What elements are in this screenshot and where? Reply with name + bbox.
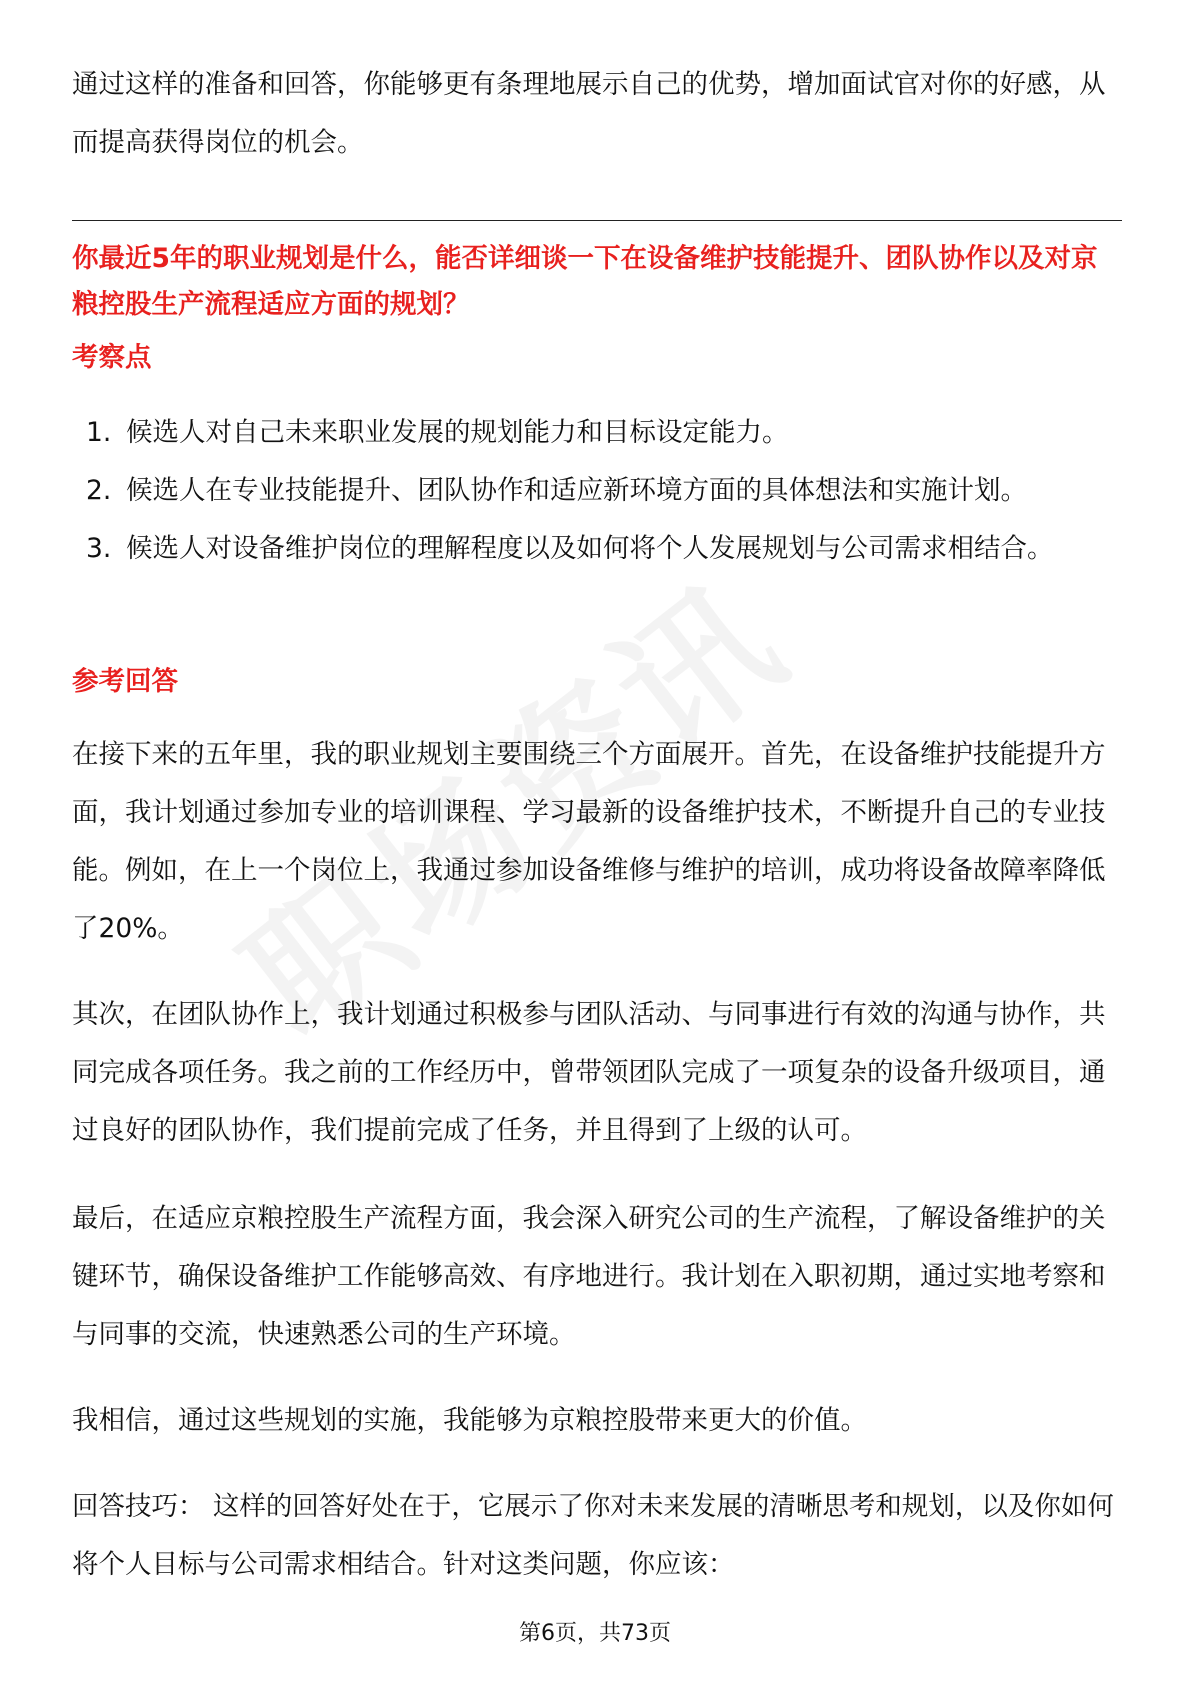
list-item-text: 候选人在专业技能提升、团队协作和适应新环境方面的具体想法和实施计划。 xyxy=(126,475,1027,506)
answer-paragraph: 在接下来的五年里，我的职业规划主要围绕三个方面展开。首先，在设备维护技能提升方面，我计划通过参加专业的培训课程、学习最新的设备维护技术，不断提升自己的专业技能。例如，在上一个岗位上，我通过参加设备维修与维护的培训，成功将设备故障率降低了20%。 xyxy=(72,739,1106,944)
reference-answer-title: 参考回答 xyxy=(72,666,178,697)
assessment-title: 考察点 xyxy=(72,342,152,373)
answer-tips-paragraph: 回答技巧： 这样的回答好处在于，它展示了你对未来发展的清晰思考和规划，以及你如何将个人目标与公司需求相结合。针对这类问题，你应该： xyxy=(72,1491,1114,1580)
page-number: 第6页，共73页 xyxy=(519,1621,671,1646)
list-item-text: 候选人对自己未来职业发展的规划能力和目标设定能力。 xyxy=(126,417,789,448)
assessment-list xyxy=(72,404,1122,578)
answer-paragraph: 我相信，通过这些规划的实施，我能够为京粮控股带来更大的价值。 xyxy=(72,1405,867,1436)
answer-paragraph: 其次，在团队协作上，我计划通过积极参与团队活动、与同事进行有效的沟通与协作，共同完成各项任务。我之前的工作经历中，曾带领团队完成了一项复杂的设备升级项目，通过良好的团队协作，我们提前完成了任务，并且得到了上级的认可。 xyxy=(72,999,1106,1146)
section-divider xyxy=(72,220,1122,221)
answer-paragraph: 最后，在适应京粮控股生产流程方面，我会深入研究公司的生产流程，了解设备维护的关键环节，确保设备维护工作能够高效、有序地进行。我计划在入职初期，通过实地考察和与同事的交流，快速熟悉公司的生产环境。 xyxy=(72,1203,1106,1350)
list-item-number: 2. xyxy=(86,475,112,506)
list-item-text: 候选人对设备维护岗位的理解程度以及如何将个人发展规划与公司需求相结合。 xyxy=(126,533,1054,564)
list-item-number: 1. xyxy=(86,417,112,448)
list-item xyxy=(72,404,1122,462)
list-item xyxy=(72,462,1122,520)
interview-question: 你最近5年的职业规划是什么，能否详细谈一下在设备维护技能提升、团队协作以及对京粮控股生产流程适应方面的规划？ xyxy=(72,243,1098,320)
list-item-number: 3. xyxy=(86,533,112,564)
intro-paragraph: 通过这样的准备和回答，你能够更有条理地展示自己的优势，增加面试官对你的好感，从而提高获得岗位的机会。 xyxy=(72,69,1106,158)
list-item xyxy=(72,520,1122,578)
